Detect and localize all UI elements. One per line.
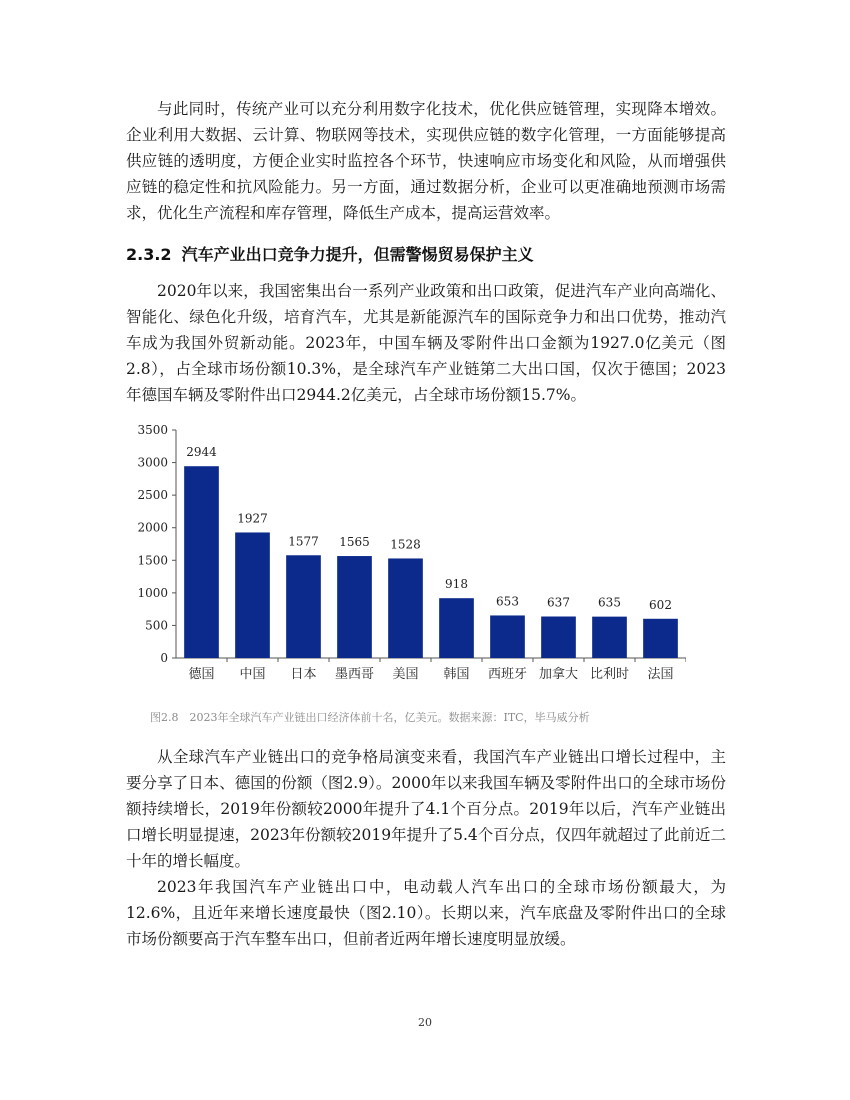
bar <box>388 558 423 658</box>
bar-data-label: 1577 <box>288 534 319 549</box>
bar-data-label: 1565 <box>339 535 370 550</box>
y-tick-label: 500 <box>145 618 168 633</box>
y-tick-label: 3000 <box>137 455 168 470</box>
bar-data-label: 637 <box>547 595 570 610</box>
bar-data-label: 918 <box>445 577 468 592</box>
category-label: 加拿大 <box>538 667 579 682</box>
category-label: 法国 <box>647 667 674 682</box>
paragraph-auto-export-intro: 2020年以来，我国密集出台一系列产业政策和出口政策，促进汽车产业向高端化、智能化、绿色化升级，培育汽车，尤其是新能源汽车的国际竞争力和出口优势，推动汽车成为我国外贸新动能。2023年，中国车辆及零附件出口金额为1927.0亿美元（图2.8），占全球市场份额10.3%，是全球汽车产业链第二大出口国，仅次于德国；2023年德国车辆及零附件出口2944.2亿美元，占全球市场份额15.7%。 <box>126 282 726 404</box>
category-label: 西班牙 <box>487 667 528 682</box>
figure-caption: 图2.8 2023年全球汽车产业链出口经济体前十名，亿美元。数据来源：ITC，毕马威分析 <box>150 711 590 724</box>
y-tick-label: 0 <box>160 651 168 665</box>
export-bar-chart <box>126 418 686 688</box>
bar-data-label: 1927 <box>237 511 268 526</box>
bar-data-label: 635 <box>598 595 621 610</box>
section-heading <box>126 243 534 267</box>
bar-data-label: 2944 <box>186 445 217 460</box>
bar <box>541 617 576 658</box>
page-number: 20 <box>418 1016 432 1029</box>
bar-data-label: 1528 <box>390 537 421 552</box>
y-tick-label: 2500 <box>137 488 168 503</box>
paragraph-competition-evolution: 从全球汽车产业链出口的竞争格局演变来看，我国汽车产业链出口增长过程中，主要分享了日本、德国的份额（图2.9）。2000年以来我国车辆及零附件出口的全球市场份额持续增长，2019年份额较2000年提升了4.1个百分点。2019年以后，汽车产业链出口增长明显提速，2023年份额较2019年提升了5.4个百分点，仅四年就超过了此前近二十年的增长幅度。 <box>126 748 726 870</box>
bar <box>286 555 321 658</box>
bar <box>439 598 474 658</box>
category-label: 比利时 <box>589 667 630 682</box>
y-tick-label: 2000 <box>137 520 168 535</box>
bar-data-label: 602 <box>649 597 672 612</box>
bar <box>643 619 678 658</box>
bar <box>184 466 219 658</box>
paragraph-supply-chain: 与此同时，传统产业可以充分利用数字化技术，优化供应链管理，实现降本增效。企业利用大数据、云计算、物联网等技术，实现供应链的数字化管理，一方面能够提高供应链的透明度，方便企业实时监控各个环节，快速响应市场变化和风险，从而增强供应链的稳定性和抗风险能力。另一方面，通过数据分析，企业可以更准确地预测市场需求，优化生产流程和库存管理，降低生产成本，提高运营效率。 <box>126 100 726 222</box>
category-label: 德国 <box>188 667 215 682</box>
bar <box>490 615 525 658</box>
paragraph-ev-share: 2023年我国汽车产业链出口中，电动载人汽车出口的全球市场份额最大，为12.6%，且近年来增长速度最快（图2.10）。长期以来，汽车底盘及零附件出口的全球市场份额要高于汽车整车出口，但前者近两年增长速度明显放缓。 <box>126 878 726 948</box>
bar <box>235 532 270 658</box>
section-title: 汽车产业出口竞争力提升，但需警惕贸易保护主义 <box>181 245 534 264</box>
bar <box>337 556 372 658</box>
category-label: 中国 <box>239 667 266 682</box>
bar-data-label: 653 <box>496 594 519 609</box>
category-label: 韩国 <box>443 667 470 682</box>
y-tick-label: 1500 <box>137 553 168 568</box>
y-tick-label: 1000 <box>137 585 168 600</box>
category-label: 美国 <box>392 667 419 682</box>
bar <box>592 617 627 658</box>
y-tick-label: 3500 <box>137 423 168 437</box>
category-label: 日本 <box>290 667 317 682</box>
category-label: 墨西哥 <box>334 667 375 682</box>
section-number: 2.3.2 <box>126 245 172 264</box>
